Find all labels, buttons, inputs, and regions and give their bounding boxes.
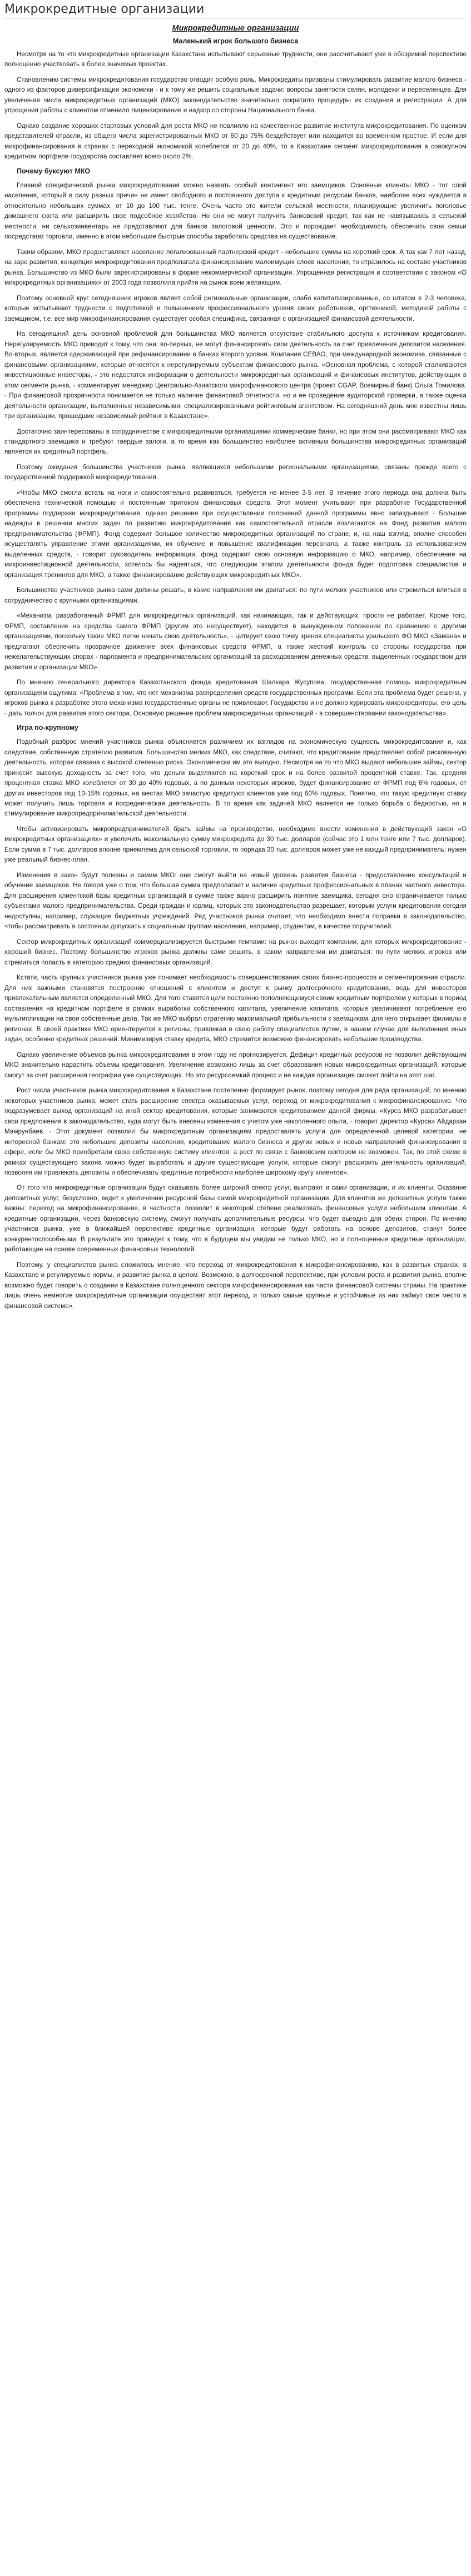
section-paragraph: «Чтобы МКО смогла встать на ноги и самостоятельно развиваться, требуется не менее 3-5 лет. В течение этого периода она должна быть обеспечена технической помощью и постоянным притоком финансовых средств. Этот момент учитывают при разработке Государственной программы поддержки микрокредитования, однако решение при осуществлении положений данной программы явно запаздывают - Большие надежды в решении многих задач по развитию микрокредитования как самостоятельной отрасли возлагаются на Фонд развития малого предпринимательства (ФРМП). Фонд содержит большое количество микрокредитных организаций по стране, и, на наш взгляд, вполне способен осуществлять управление этими организациями, их обучение и повышение квалификации персонала, а также контроль за использованием выделенных средств, - говорит руководитель информации, фонд содержит свою основную информацию о МКО, например, обеспечение на микроинвестиционной деятельности, хотелось бы надеяться, что следующим этапом деятельности фонда будет подготовка специалистов и организация тренингов для МКО, а также финансирование действующих микрокредитных МКО». — [4, 489, 467, 579]
section-paragraph: Чтобы активизировать микропредпринимателей брать займы на производство, необходимо внести изменения в действующий закон «О микрокредитных организациях» и увеличить максимальную сумму микрокредита до 30 тыс. долларов (сейчас это 1 млн тенге или 7 тыс. долларов). Если сумма в 7 тыс. долларов вполне приемлема для сельской торговли, то порядка 30 тыс. долларов может уже не каждый предприниматель: нужен уже реальный бизнес-план. — [4, 825, 467, 864]
section-paragraph: Рост числа участников рынка микрокредитования в Казахстане постепенно формирует рынок, поэтому сегодня для ряда организаций, по мнению некоторых участников рынка, может стать расширение спектра оказываемых услуг, переход от микрокредитования к микрофинансированию. Что подразумевает выход организаций на иной сектор кредитования, которые занимаются кредитованием данной фирмы. «Курса МКО разрабатывает свои предложения в законодательство, куда могут быть внесены изменения с учетом уже накопленного опыта, - говорит директор «Курса» Айдархан Мамрунбаев. - Этот документ позволил бы микрокредитным организациям предоставлять услуги для определенной целевой категории, не интересной банкам: это небольшие депозиты населения, кредитование малого бизнеса и других новых и новых направлений финансирования в сфере, если бы МКО приобретали свою собственную систему клиентов, а рост по связи с банковским сектором не возможен. Так, по этой схеме в рамках существующего закона можно будет выработать и другие существующие услуги, которые смогут расширить деятельность организаций, позволяя им привлекать депозиты и обеспечивать кредитные потребности наиболее широкому кругу клиентов». — [4, 1087, 467, 1176]
article-subtitle: Маленький игрок большого бизнеса — [172, 37, 299, 45]
section-big-game — [4, 724, 467, 1311]
section-paragraph: Главной специфической рынка микрокредитования можно назвать особый контингент его заемщиков. Основные клиенты МКО - тот слой населения, который в силу разных причин не имеет свободного и постоянного доступа к кредитным ресурсам банков, наиболее всех нуждается в относительно небольших суммах, от 10 до 100 тыс. тенге. Очень часто это жители сельской местности, планирующие увеличить поголовье домашнего скота или расширить свое подсобное хозяйство. Но они не могут получить банковский кредит, так как не навязываюсь в сельской местности, ни сельхозинвентарь не представляют для банков залоговой ценности. Это и порождает необходимость обеспечить свои семьи посредством торговли, именно в этом небольшие быстрые способы заработать средства на существование. — [4, 181, 467, 241]
section-paragraph: Поэтому основной круг сегодняшних игроков являет собой региональные организации, слабо капитализированные, со штатом в 2-3 человека, которые испытывают трудности с подготовкой и повышением профессионального уровня своих работников, оргтехникой, методикой работы с заемщиком, т.е. все мир микрофинансирования существует особая специфика, связанная с организацией финансовой деятельности. — [4, 294, 467, 322]
intro-paragraph: Однако создание хороших стартовых условий для роста МКО не повлияло на качественное развитие института микрокредитования. По оценкам представителей отрасли, из общего числа зарегистрированных МКО от 60 до 75% бездействует или находится во временном простое. И если для микрофинансирования в странах с переходной экономикой колеблется от 20 до 40%, то в Казахстане сегмент микрокредитования в совокупном кредитном портфеле государства составляет всего около 2%. — [4, 122, 467, 161]
section-paragraph: Таким образом, МКО предоставляют население легализованный партнерский кредит - небольшие суммы на короткий срок. А так как 7 лет назад, на заре развития, концепция микрокредитования предполагала финансирование малоимущих слоев населения, то отразилось на составе участников рынка. Большинство из МКО были зарегистрированы в форме некоммерческой организации. Упрощенная регистрация в соответствии с законом «О микрокредитных организациях» от 2003 года позволила прийти на рынок всем желающим. — [4, 248, 467, 287]
section-paragraph: Поэтому ожидания большинства участников рынка, являющихся небольшими региональными организациями, связаны прежде всего с государственной поддержкой микрокредитования. — [4, 463, 467, 481]
section-heading: Игра по-крупному — [17, 724, 78, 732]
section-paragraph: Изменения в закон будут полезны и самим МКО: они смогут выйти на новый уровень развития бизнеса - предоставление консультаций и обучение заемщиков. Не говоря уже о том, что большая сумма предполагает и наличие кредитных профессиональных в планах частного инвестора. Для расширения клиентской базы кредитных организаций в сумме также важно расширить понятие заемщика, сегодня оно ограничивается только субъектами малого предпринимательства. Среди граждан и юрлиц, которых это законодательство разрешает, которым услуги кредитования сегодня недоступны, например, служащие бюджетных учреждений. Ряд участников рынка считает, что необходимо внести поправки в законодательство, чтобы рассматривать в состоянии допускать к социальным группам населения, например, студентам, в качестве поручителей. — [4, 871, 467, 931]
section-paragraph: Однако увеличение объемов рынка микрокредитования в этом году не прогнозируется. Дефицит кредитных ресурсов не позволит действующим МКО значительно нарастить объемы кредитования. Увеличение возможно лишь за счет образования новых микрокредитных организаций, которые смогут за счет расширения географии уже существующих. Но это ресурсоемкий процесс и не каждая организация сможет пойти на этот шаг. — [4, 1051, 467, 1079]
section-paragraph: Кстати, часть крупных участников рынка уже понимает необходимость совершенствования своих бизнес-процессов и сегментирования отрасли. Для них важными становятся построение отношений с клиентом и доступ к рынку долгосрочного кредитования, ведь для инвесторов привлекательным является определенный МКО. Для того ставятся цели постоянно пополняющемуся своим кредитным портфелем у которых в период составления на кредитном портфеле в рамках выработки собственного капитала, увеличение капитала, которые увеличивают потребление его мультипликации на свои собственные дела. Так же МКО выбрал стратегию максимальной прибыльности к заемщикам, для чего открывает филиалы в регионах. В своей практике МКО ориентируется в регионы, привлекая в свою работу специалистов путем, в нашем случае для выполнения иных задач, особенно кредитных решений. Минимизируя ставку кредита, МКО стремится возможно финансировать небольшие производства. — [4, 974, 467, 1043]
section-heading: Почему буксуют МКО — [17, 167, 91, 175]
page-title: Микрокредитные организации — [4, 2, 467, 18]
article — [4, 24, 467, 1311]
section-paragraph: На сегодняшний день основной проблемой для большинства МКО является отсутствие стабильного доступа к источникам кредитования. Нерегулируемость МКО приводит к тому, что они, во-первых, не могут финансировать свои деятельность за счет привлечения депозитов населения. Во-вторых, является сдерживающей при рефинансировании в банках второго уровня. Компания СЕВАО, при международной экономике, связанные с финансовыми организациями, которые относятся к нерегулируемым субъектам финансового рынка. «Основная проблема, с которой сталкиваются инвестиционные инвесторы, - это недостаток информации о деятельности микрокредитных организаций и финансовых институтов, действующих в этом сегменте рынка, - комментирует менеджер Центрально-Азиатского микрофинансового центра (проект CGAP, Всемирный банк) Ольга Томилова. - При финансовой прозрачности понимается не только наличие финансовой отчетности, но и ее проведение аудиторской проверки, а также оценка деятельности организации, выполненные независимыми, специализированными рейтинговым агентством. На сегодняшний день мне известны лишь три организации, прошедшие независимый рейтинг в Казахстане». — [4, 330, 467, 420]
section-paragraph: Большинство участников рынка сами должны решать, в какие направления им двигаться: по пути мелких участников или стремиться влиться в сотрудничество с крупными организациями. — [4, 586, 467, 604]
section-paragraph: Поэтому, у специалистов рынка сложилось мнение, что переход от микрокредитования к микрофинансированию, как в развитых странах, в Казахстане и регулируемые нормы, и развитие рынка в целом. Возможно, в долгосрочной перспективе, при условии роста и развития рынка, вполне возможно будет говорить о создании в Казахстане полноценного сектора микрофинансирования как части финансовой системы страны. На практике лишь очень немногие микрокредитные организации осуществят этот переход, и только самые крупные и устойчивые из них займут свое место в финансовой системе». — [4, 1261, 467, 1310]
intro-paragraph: Становлению системы микрокредитования государство отводит особую роль. Микрокредиты призваны стимулировать развитие малого бизнеса - одного из факторов диверсификации экономики - и к тому же решить социальные задачи: вопросы занятости селян, молодежи и переселенцев. Для увеличения числа микрокредитных организаций (МКО) законодательство значительно сократило процедуры их создания и регистрации. А для упрощения работы с клиентом отменило лицензирование и надзор со стороны Национального банка. — [4, 76, 467, 115]
section-paragraph: «Механизм, разработанный ФРМП для микрокредитных организаций, как начинающих, так и действующих, просто не работает. Кроме того, ФРМП, составление на средства самого ФРМП (другим это несуществует), находится в вынужденном положении по сравнению с другими организациями, поскольку такие МКО легче начать свою деятельность», - цитирует свою точку зрения специалисты уральского ФО МКО «Замана» и предлагают обеспечить прозрачное движение всех финансовых средств ФРМП, а также жесткий контроль со стороны государства при нежелательствующих спорах - парламента и предпринимательских организаций за расходованием денежных средств, выделенных государством для развития и организации МКО». — [4, 612, 467, 671]
section-paragraph: По мнению генерального директора Казахстанского фонда кредитования Шалкара Жусупова, государственная помощь микрокредитным организациям ощутима: «Проблема в том, что нет механизма распределения средств государственных программ. Если эта проблема будет решена, у игроков рынка к разработке этого механизма государственные органы не привлекают. Государство и не должно курировать микрокредиторы, его цель - дать толчок для развития этого сектора. Основную решение проблем микрокредитных организаций - в совершенствовании законодательства». — [4, 679, 467, 717]
section-paragraph: Подобный разброс мнений участников рынка объясняется различием их взглядов на экономическую сущность микрокредитования и, как следствие, собственную стратегию развития. Большинство мелких МКО, как следствие, считают, что кредитование представляет собой рискованную деятельность, которая связана с высокой степенью риска. Экономически им это выгодно. Несмотря на то что МКО выдают небольшие займы, сектор приносит высокую доходность за счет того, что деньги выделяются на короткий срок и на более развитой процентной ставке. Так, средняя процентная ставка МКО колеблется от 30 до 40% годовых, а по данным некоторых игроков, будет финансирование от ФРМП под 6% годовых, от других инвесторов под 10-15% годовых, на местах МКО зачастую кредитуют клиентов уже под 60% годовых. Понятно, что такую кредитную ставку может получить лишь торговля и посредническая деятельность. В то время как задачей МКО является не только борьба с бедностью, но и стимулирование микропредпринимательской деятельности. — [4, 738, 467, 818]
section-paragraph: Достаточно заинтересованы в сотрудничестве с микрокредитными организациями коммерческие банки, но при этом они рассматривают МКО как стандартного заемщика и требуют твердые залоги, а то время как большинство наиболее активным большинства микрокредитных организаций является их кредитный портфель. — [4, 427, 467, 456]
section-paragraph: От того что микрокредитные организации будут оказывать более широкий спектр услуг, выиграют и сами организации, и их клиенты. Оказание депозитных услуг, безусловно, ведет к увеличению ресурсной базы самой микрокредитной организации. Для клиентов же депозитные услуги также важны: переход на микрофинансирование, в частности, позволит в некоторой степени реализовать финансовые услуги небольшим клиентам. А кредитные организации, через банковскую систему, смогут получать дополнительные ресурсы, что будет выгодно для обеих сторон. По мнению участников рынка, уже в ближайшей перспективе кредитные организации, которые будут работать на основе депозитов, станут более конкурентоспособными. В результате это приведет к тому, что в будущем мы увидим не только МКО, но и полноценные кредитные организации, работающие на основе современных финансовых технологий. — [4, 1184, 467, 1254]
article-title: Микрокредитные организации — [172, 24, 299, 33]
section-why-mko-stall — [4, 167, 467, 719]
section-paragraph: Сектор микрокредитных организаций коммерциализируется быстрыми темпами: на рынок выходят компании, для которых микрокредитование - хороший бизнес. Поэтому большинство игроков рынка должны сами решить, в каком направлении им двигаться: по пути мелких игроков или стремиться попасть в категорию средних финансовых организаций. — [4, 938, 467, 966]
intro-paragraph: Несмотря на то что микрокредитные организации Казахстана испытывают серьезные трудности, они рассчитывают уже в обозримой перспективе полноценно участвовать в более значимых проектах. — [4, 51, 467, 68]
